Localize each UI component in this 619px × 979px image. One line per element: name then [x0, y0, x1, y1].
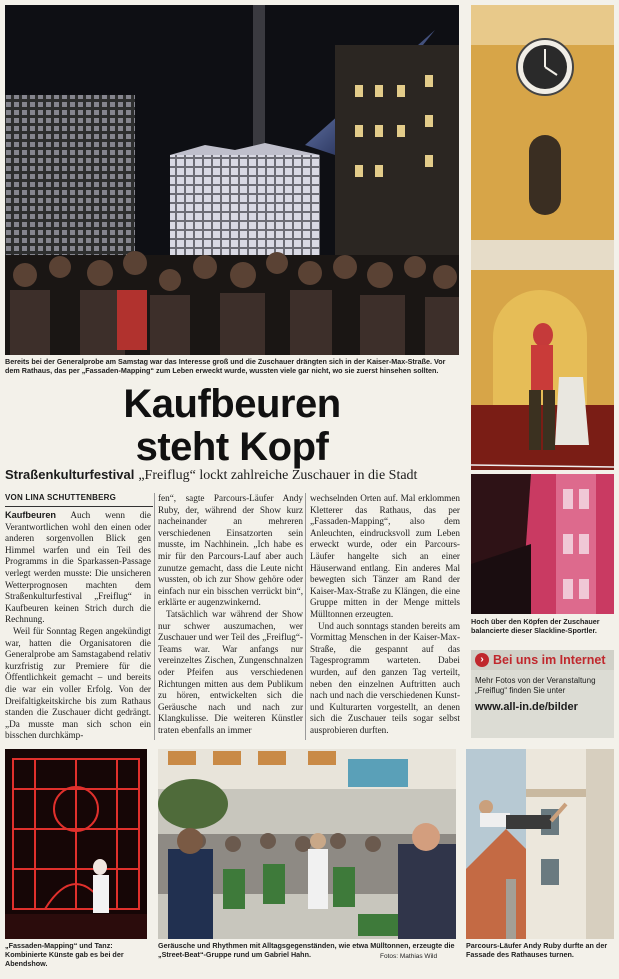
kicker: Straßenkulturfestival	[5, 467, 135, 482]
paragraph: fen“, sagte Parcours-Läufer Andy Ruby, der, während der Show kurz nacheinander an mehreren verschiedenen Einsatzorten sein musste, im Nachhinein. „Ich habe es mir für den Parcours-Lauf aber auch zunutze gemacht, dass die Leute nicht wussten, ob ich zur Show gehöre oder einfach nur ein bisschen verrückt bin“, erklärte er augenzwinkernd.	[158, 493, 303, 608]
column-rule-1	[154, 493, 155, 740]
photo-street-beat	[158, 749, 456, 939]
caption-parcours: Parcours-Läufer Andy Ruby durfte an der Fassade des Rathauses turnen.	[466, 941, 608, 959]
photo-credit: Fotos: Mathias Wild	[380, 953, 438, 960]
subheadline	[5, 466, 465, 484]
photo-parcours-runner	[466, 749, 614, 939]
photo-facade-performer	[471, 474, 614, 614]
dateline: Kaufbeuren	[5, 510, 57, 520]
byline-rule	[5, 506, 153, 507]
photo-fassaden-mapping	[5, 749, 147, 939]
paragraph: Auch wenn die Verantwortlichen wohl den einen oder anderen sorgenvollen Blick gen Himmel warfen und ein Teil des Programms in die Sparkassen-Passage verlegt werden musste: Die unsicheren Wetterprognosen machten dem Straßenkulturfestival „Freiflug“ in Kaufbeuren keinen Strich durch die Rechnung.	[5, 510, 151, 625]
caption-street-beat: Geräusche und Rhythmen mit Alltagsgegenständen, wie etwa Mülltonnen, erzeugte die „Street-Beat“-Gruppe rund um Gabriel Hahn.	[158, 941, 455, 959]
caption-slackline: Hoch über den Köpfen der Zuschauer balancierte dieser Slackline-Sportler.	[471, 617, 600, 635]
paragraph: Weil für Sonntag Regen angekündigt war, hatten die Organisatoren die Generalprobe am Samstagabend relativ kurzfristig zur Premiere für die Öffentlichkeit gemacht – und bereits die war ein voller Erfolg. Von der Dreifaltigkeitskirche bis zum Rathaus standen die Zuschauer dicht gedrängt. „Da musste man sich schon ein bisschen durchkämp-	[5, 625, 151, 741]
paragraph: Und auch sonntags standen bereits am Vormittag Menschen in der Kaiser-Max-Straße, die gespannt auf das Tagesprogramm warteten. Dabei wurden, auf den ganzen Tag verteilt, neben den einzelnen Auftritten auch nach und nach die verschiedenen Kunst- und Kulturarten vorgestellt, an denen sich die Zuschauer teils sogar selbst ausprobieren durften.	[310, 620, 460, 735]
paragraph: wechselnden Orten auf. Mal erklommen Kletterer das Rathaus, das per „Fassaden-Mapping“, also dem Anleuchten, eindrucksvoll zum Leben erweckt wurde, oder ein Parcours-Läufer hangelte sich an einer Häuserwand entlang. Ein anderes Mal bewegten sich Tänzer am Rand der Kaiser-Max-Straße zu Klängen, die eine Gruppe mitten in der Menge mittels Mülltonnen erzeugten.	[310, 493, 460, 619]
arrow-right-icon: ›	[475, 653, 489, 667]
internet-box-header	[471, 650, 614, 670]
internet-box-text: Mehr Fotos von der Veranstaltung „Freiflug“ finden Sie unter	[475, 676, 596, 695]
body-column-2	[158, 493, 303, 743]
column-rule-2	[305, 493, 306, 740]
body-column-3	[310, 493, 460, 743]
byline: VON LINA SCHUTTENBERG	[5, 493, 117, 502]
headline-line-1: Kaufbeuren	[123, 382, 341, 426]
internet-box	[471, 650, 614, 738]
body-column-1	[5, 510, 151, 744]
internet-box-url[interactable]: www.all-in.de/bilder	[475, 701, 578, 713]
photo-night-crowd	[5, 5, 459, 355]
internet-box-title: Bei uns im Internet	[493, 653, 606, 667]
caption-fassade: „Fassaden-Mapping“ und Tanz: Kombinierte Künste gab es bei der Abendshow.	[5, 941, 124, 968]
photo-clock-tower-slackline	[471, 5, 614, 470]
paragraph: Tatsächlich war während der Show nur schwer auszumachen, wer Zuschauer und wer Teil des „Freiflug“-Teams war. War anfangs nur vereinzeltes Zischen, Zungenschnalzen oder Pfeifen aus verschiedenen Richtungen mitten aus dem Publikum zu hören, entwickelten sich die Geräusche nach und nach zur Klangkulisse. Die weiteren Künstler traten ebenfalls an immer	[158, 608, 303, 735]
subheadline-text: „Freiflug“ lockt zahlreiche Zuschauer in die Stadt	[138, 468, 418, 483]
headline-line-2: steht Kopf	[135, 425, 329, 469]
caption-top-photo: Bereits bei der Generalprobe am Samstag war das Interesse groß und die Zuschauer drängten sich in der Kaiser-Max-Straße. Vor dem Rathaus, das per „Fassaden-Mapping“ zum Leben erweckt wurde, wussten viele gar nicht, wo sie zuerst hinsehen sollten.	[5, 357, 446, 375]
